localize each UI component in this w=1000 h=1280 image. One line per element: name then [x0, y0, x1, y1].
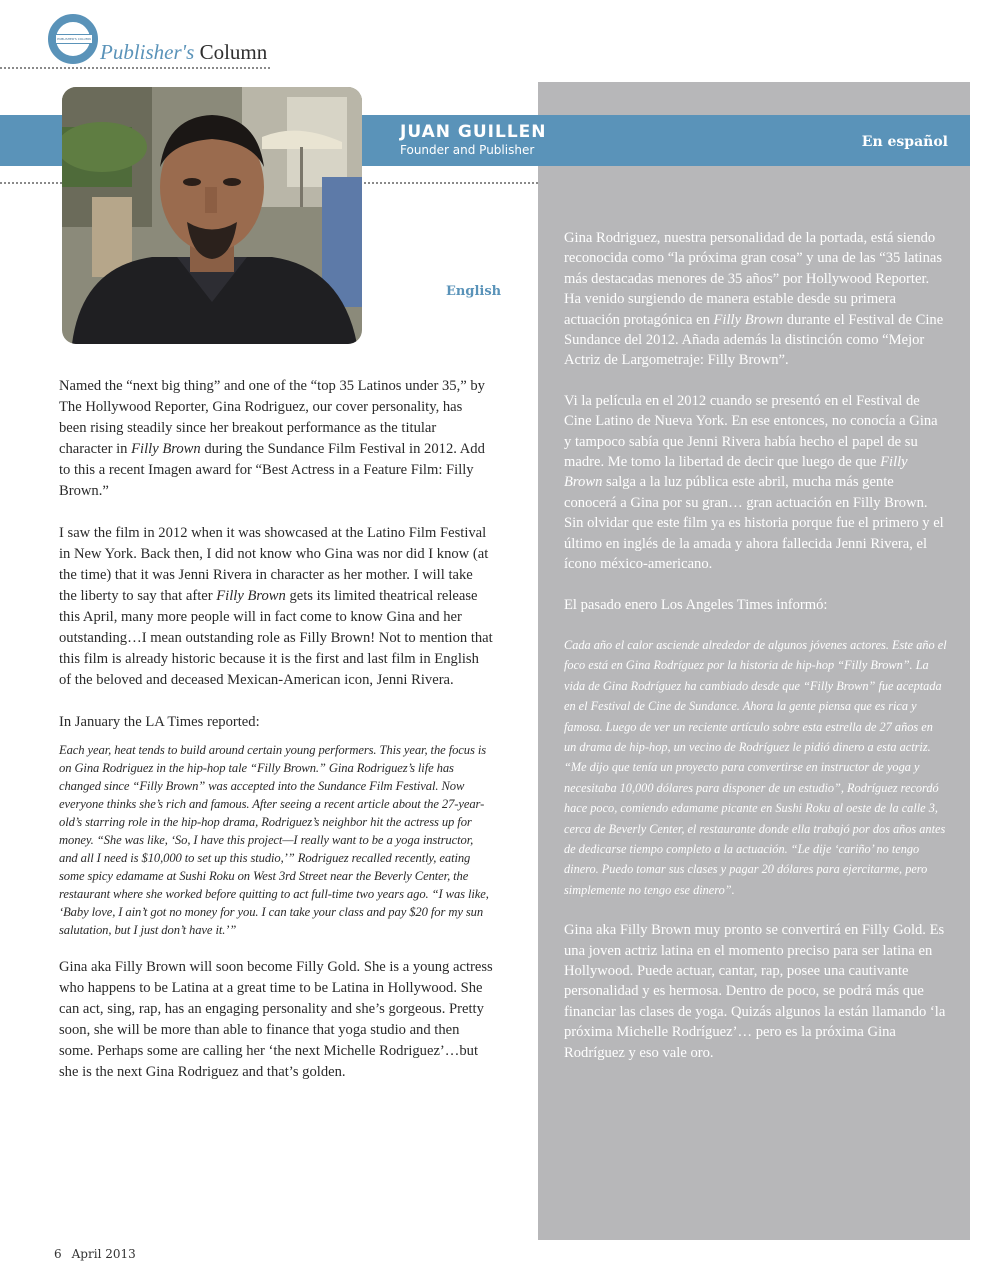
- page-footer: [54, 1247, 136, 1261]
- english-film-title: Filly Brown: [131, 441, 201, 457]
- author-photo: [62, 87, 362, 344]
- english-paragraph-2-text-b: gets its limited theatrical release this April, many more people will in fact come to know Gina and her outstanding…I mean outstanding role as Filly Brown! Not to mention that this film is already historic because it is the first and last film in English of the beloved and deceased Mexican-American icon, Jenni Rivera.: [59, 588, 493, 688]
- spanish-paragraph-1-text-b: durante el Festival de Cine Sundance del 2012. Añada además la distinción como “Mejor Actriz de Largometraje: Filly Brown”.: [564, 311, 944, 369]
- english-label: English: [446, 284, 502, 299]
- spanish-article: [564, 228, 948, 1083]
- spanish-paragraph-2-text-b: salga a la luz pública este abril, mucha más gente conocerá a Gina por su gran… gran actuación en Filly Brown. Sin olvidar que este film ya es historia porque fue el primero y el último en inglés de la amada y ahora fallecida Jenni Rivera, el ícono méxico-americano.: [564, 474, 944, 573]
- spanish-film-title: Filly Brown: [564, 454, 908, 491]
- english-film-title: Filly Brown: [216, 588, 286, 604]
- english-paragraph-2-text-a: I saw the film in 2012 when it was showcased at the Latino Film Festival in New York. Back then, I did not know who Gina was nor did I know (at the time) that it was Jenni Rivera in character as her mother. I will take the liberty to say that after: [59, 525, 489, 604]
- spanish-quote-intro: El pasado enero Los Angeles Times informó:: [564, 596, 828, 613]
- section-title: [100, 40, 267, 64]
- section-title-italic: Publisher's: [100, 40, 195, 64]
- spanish-quote: Cada año el calor asciende alrededor de algunos jóvenes actores. Este año el foco está en Gina Rodríguez por la historia de hip-hop “Filly Brown”. La vida de Gina Rodríguez ha cambiado desde que “Filly Brown” fue aceptada en el Festival de Cine de Sundance. Ahora la gente piensa que es rica y famosa. Luego de ver un reciente artículo sobre esta estrella de 27 años en un drama de hip-hop, un vecino de Rodríguez le pidió dinero a esta actriz. “Me dijo que tenía un proyecto para convertirse en instructor de yoga y necesitaba 10,000 dólares para disponer de un estudio”, Rodríguez recordó hace poco, comiendo edamame picante en Sushi Roku al oeste de la calle 3, cerca de Beverly Center, el restaurante donde ella trabajó por dos años antes de dedicarse tiempo completo a la actuación. “Le dije ‘cariño’ no tengo dinero. Puedo tomar sus clases y pagar 20 dólares para ejercitarme, pero simplemente no tengo ese dinero”.: [564, 637, 947, 897]
- section-title-plain: Column: [199, 40, 268, 64]
- spanish-film-title: Filly Brown: [713, 311, 784, 328]
- english-paragraph-4: Gina aka Filly Brown will soon become Filly Gold. She is a young actress who happens to be Latina at a great time to be Latina in Hollywood. She can act, sing, rap, has an engaging personality and she’s gorgeous. Pretty soon, she will be more than able to finance that yoga studio and then some. Perhaps some are calling her ‘the next Michelle Rodriguez’…but she is the next Gina Rodriguez and that’s golden.: [59, 959, 493, 1080]
- english-paragraph-1: [59, 376, 493, 502]
- english-article: [59, 376, 493, 1104]
- spanish-paragraph-1: [564, 228, 948, 371]
- english-quote: Each year, heat tends to build around certain young performers. This year, the focus is on Gina Rodriguez in the hip-hop tale “Filly Brown.” Gina Rodriguez’s life has changed since “Filly Brown” was accepted into the Sundance Film Festival. Now everyone thinks she’s rich and famous. After seeing a recent article about the 27-year-old’s starring role in the hip-hop drama, Rodriguez’s neighbor hit the actress up for money. “She was like, ‘So, I have this project—I really want to be a yoga instructor, and all I need is $10,000 to set up this studio,’” Rodriguez recalled recently, eating some spicy edamame at Sushi Roku on West 3rd Street near the Beverly Center, the restaurant where she worked before quitting to act full-time two years ago. “I was like, ‘Baby love, I ain’t got no money for you. I can take your class and pay $20 for my sun salutation, but I just don’t have it.’”: [59, 743, 489, 937]
- spanish-paragraph-2-text-a: Vi la película en el 2012 cuando se presentó en el Festival de Cine Latino de Nueva York. En ese entonces, no conocía a Gina y tampoco sabía que Jenni Rivera había hecho el papel de su madre. Me tomo la libertad de decir que luego de que: [564, 392, 938, 471]
- spanish-paragraph-4: Gina aka Filly Brown muy pronto se convertirá en Filly Gold. Es una joven actriz latina en el momento preciso para ser latina en Hollywood. Puede actuar, cantar, rap, posee una cautivante personalidad y es hermosa. Dentro de poco, se podrá más que financiar las clases de yoga. Quizás algunos la están llamando ‘la próxima Michelle Rodríguez’… pero es la próxima Gina Rodríguez y eso vale oro.: [564, 922, 946, 1061]
- author-role: Founder and Publisher: [400, 143, 535, 157]
- spanish-label: En español: [861, 134, 948, 150]
- header-divider: [0, 67, 270, 69]
- english-paragraph-2: [59, 523, 493, 691]
- english-paragraph-1-text-a: Named the “next big thing” and one of the “top 35 Latinos under 35,” by The Hollywood Reporter, Gina Rodriguez, our cover personality, has been rising steadily since her breakout performance as the titular character in: [59, 378, 485, 457]
- author-name: JUAN GUILLEN: [400, 122, 547, 142]
- english-paragraph-1-text-b: during the Sundance Film Festival in 2012. Add to this a recent Imagen award for “Best Actress in a Feature Film: Filly Brown.”: [59, 441, 485, 499]
- page-number: 6: [54, 1247, 62, 1261]
- issue-date: April 2013: [71, 1247, 136, 1261]
- english-quote-intro: In January the LA Times reported:: [59, 714, 260, 730]
- spanish-paragraph-2: [564, 391, 948, 575]
- logo-tag: PUBLISHER'S COLUMN: [55, 34, 93, 44]
- spanish-paragraph-1-text-a: Gina Rodriguez, nuestra personalidad de la portada, está siendo reconocida como “la próxima gran cosa” y una de las “35 latinas más destacadas menores de 35 años” por Hollywood Reporter. Ha venido surgiendo de manera estable desde su primera actuación protagónica en: [564, 230, 943, 328]
